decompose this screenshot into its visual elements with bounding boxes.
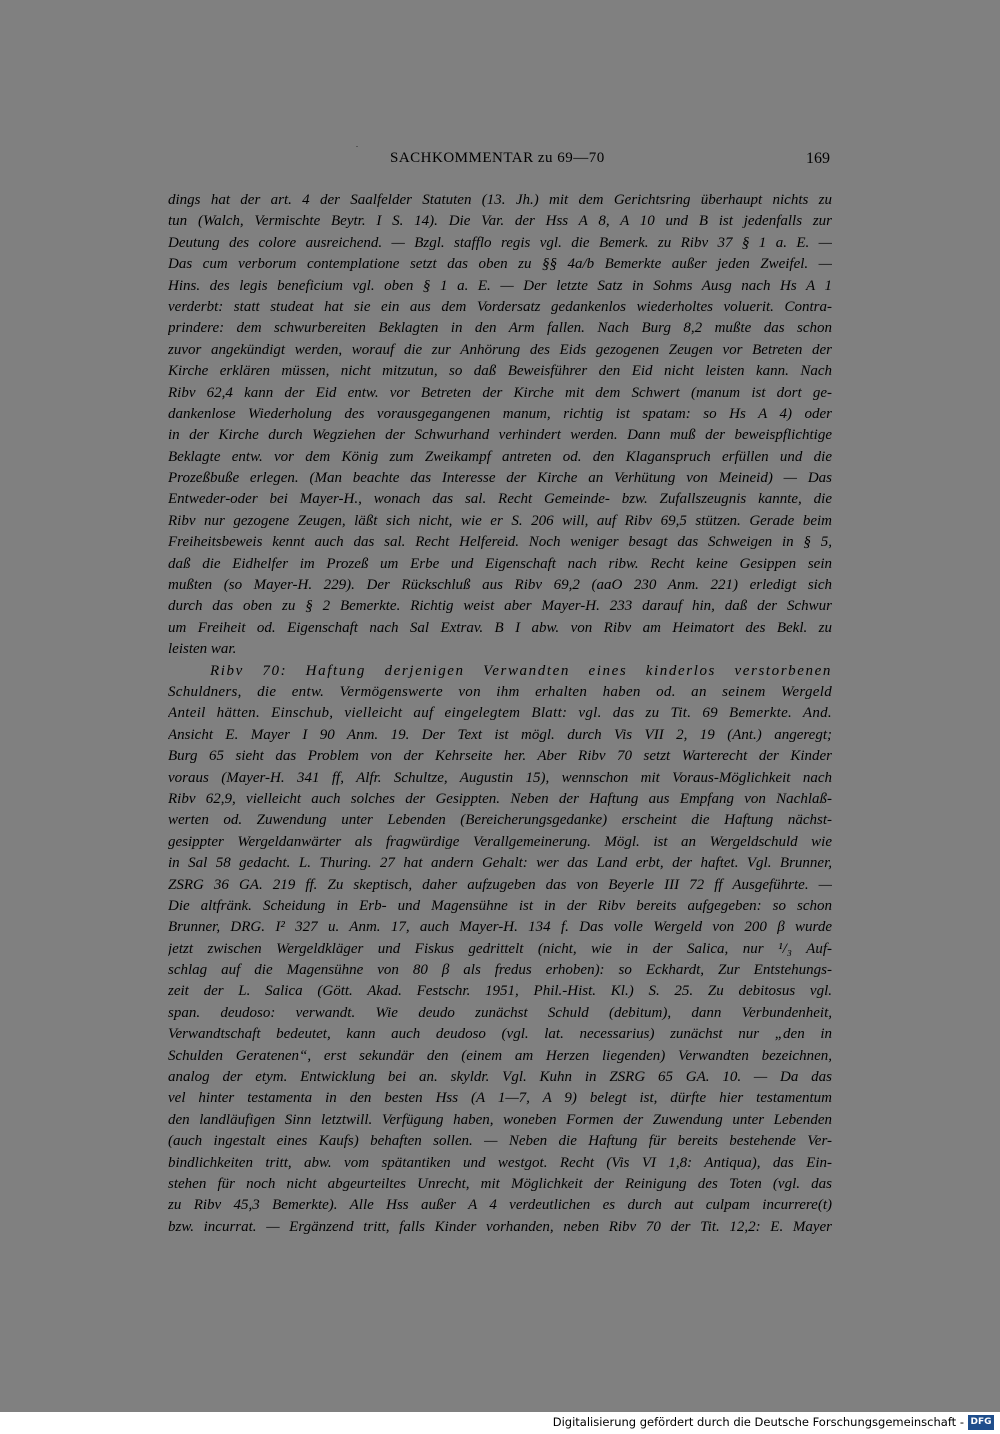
text-line: in der Kirche durch Wegziehen der Schwurhand verhindert werden. Dann muß der beweispflichtige bbox=[168, 427, 832, 444]
text-line: prindere: dem schwurbereiten Beklagten in den Arm fallen. Nach Burg 8,2 mußte das schon bbox=[168, 320, 832, 337]
text-line: verderbt: statt studeat hat sie ein aus dem Vordersatz gedankenlos wiederholtes voluerit. Contra- bbox=[168, 298, 832, 315]
body-text bbox=[168, 190, 832, 1238]
text-line: span. deudoso: verwandt. Wie deudo zunächst Schuld (debitum), dann Verbundenheit, bbox=[168, 1004, 832, 1021]
text-line: schlag auf die Magensühne von 80 β als fredus erhoben): so Eckhardt, Zur Entstehungs- bbox=[168, 962, 832, 979]
text-line: Entweder-oder bei Mayer-H., wonach das sal. Recht Gemeinde- bzw. Zufallszeugnis kannte, die bbox=[168, 491, 832, 508]
text-line: Deutung des colore ausreichend. — Bzgl. stafflo regis vgl. die Bemerk. zu Ribv 37 § 1 a. E. — bbox=[168, 234, 832, 251]
text-line: Ribv 62,9, vielleicht auch solches der Gesippten. Neben der Haftung aus Empfang von Nachlaß- bbox=[168, 790, 832, 807]
text-line: zu Ribv 45,3 Bemerkte). Alle Hss außer A 4 verdeutlichen es durch aut culpam incurrere(t) bbox=[168, 1197, 832, 1214]
text-line: Die altfränk. Scheidung in Erb- und Magensühne ist in der Ribv bereits aufgegeben: so schon bbox=[168, 897, 832, 914]
text-line: tun (Walch, Vermischte Beytr. I S. 14). Die Var. der Hss A 8, A 10 und B ist jedenfalls zur bbox=[168, 213, 832, 230]
text-line: Freiheitsbeweis kennt auch das sal. Recht Helfereid. Noch weniger besagt das Schweigen in § 5, bbox=[168, 534, 832, 551]
text-line: um Freiheit od. Eigenschaft nach Sal Extrav. B I abw. von Ribv am Heimatort des Bekl. zu bbox=[168, 619, 832, 636]
text-line: Brunner, DRG. I² 327 u. Anm. 17, auch Mayer-H. 134 f. Das volle Wergeld von 200 β wurde bbox=[168, 919, 832, 936]
text-line: bzw. incurrat. — Ergänzend tritt, falls Kinder vorhanden, neben Ribv 70 der Tit. 12,2: E. Mayer bbox=[168, 1218, 832, 1235]
text-line: Schulden Geratenen“, erst sekundär den (einem am Herzen liegenden) Verwandten bezeichnen, bbox=[168, 1047, 832, 1064]
text-line: Verwandtschaft bedeutet, kann auch deudoso (vgl. lat. necessarius) zunächst nur „den in bbox=[168, 1026, 832, 1043]
text-line: voraus (Mayer-H. 341 ff, Alfr. Schultze, Augustin 15), wennschon mit Voraus-Möglichkeit nach bbox=[168, 769, 832, 786]
text-line: in Sal 58 gedacht. L. Thuring. 27 hat andern Gehalt: wer das Land erbt, der haftet. Vgl. Brunner, bbox=[168, 855, 832, 872]
text-line: Schuldners, die entw. Vermögenswerte von ihm erhalten haben od. an seinem Wergeld bbox=[168, 683, 832, 700]
text-line: mußten (so Mayer-H. 229). Der Rückschluß aus Ribv 69,2 (aaO 230 Anm. 221) erledigt sich bbox=[168, 577, 832, 594]
text-line: vel hinter testamenta in den besten Hss (A 1—7, A 9) belegt ist, dürfte hier testamentum bbox=[168, 1090, 832, 1107]
text-line: jetzt zwischen Wergeldkläger und Fiskus gedrittelt (nicht, wie in der Salica, nur ¹/₃ Auf- bbox=[168, 940, 832, 957]
text-line: zeit der L. Salica (Gött. Akad. Festschr. 1951, Phil.-Hist. Kl.) S. 25. Zu debitosus vgl. bbox=[168, 983, 832, 1000]
text-line: Burg 65 sieht das Problem von der Kehrseite her. Aber Ribv 70 setzt Warterecht der Kinder bbox=[168, 748, 832, 765]
text-line: Hins. des legis beneficium vgl. oben § 1 a. E. — Der letzte Satz in Sohms Ausg nach Hs A 1 bbox=[168, 277, 832, 294]
text-line: werten od. Zuwendung unter Lebenden (Bereicherungsgedanke) erscheint die Haftung nächst- bbox=[168, 812, 832, 829]
text-line: ZSRG 36 GA. 219 ff. Zu skeptisch, daher aufzugeben das von Beyerle III 72 ff Ausgeführte. — bbox=[168, 876, 832, 893]
footer-bar bbox=[0, 1412, 1000, 1434]
text-line: leisten war. bbox=[168, 641, 237, 658]
funding-notice: Digitalisierung gefördert durch die Deutsche Forschungsgemeinschaft - bbox=[552, 1415, 964, 1429]
text-line: den landläufigen Sinn letztwill. Verfügung haben, woneben Formen der Zuwendung unter Lebenden bbox=[168, 1111, 832, 1128]
text-line: Anteil hätten. Einschub, vielleicht auf eingelegtem Blatt: vgl. das zu Tit. 69 Bemerkte. And. bbox=[168, 705, 832, 722]
text-line: Kirche erklären müssen, nicht mitzutun, so daß Beweisführer den Eid nicht leisten kann. Nach bbox=[168, 363, 832, 380]
text-line: Ansicht E. Mayer I 90 Anm. 19. Der Text ist mögl. durch Vis VII 2, 19 (Ant.) angeregt; bbox=[168, 726, 832, 743]
page-header bbox=[168, 150, 832, 174]
text-line: Das cum verborum contemplatione setzt das oben zu §§ 4a/b Bemerkte außer jeden Zweifel. — bbox=[168, 256, 832, 273]
text-line: gesippter Wergeldanwärter als fragwürdige Verallgemeinerung. Mögl. ist an Wergeldschuld wie bbox=[168, 833, 832, 850]
text-line: Beklagte entw. vor dem König zum Zweikampf antreten od. den Klaganspruch erfüllen und die bbox=[168, 448, 832, 465]
page-number: 169 bbox=[806, 150, 830, 167]
text-line: dankenlose Wiederholung des vorausgegangenen manum, richtig ist spatam: so Hs A 4) oder bbox=[168, 405, 832, 422]
text-line: Prozeßbuße erlegen. (Man beachte das Interesse der Kirche an Verhütung von Meineid) — Das bbox=[168, 470, 832, 487]
scan-speck bbox=[356, 146, 358, 147]
text-line: zuvor angekündigt werden, worauf die zur Anhörung des Eids gezogenen Zeugen vor Betreten der bbox=[168, 341, 832, 358]
dfg-logo: DFG bbox=[968, 1415, 994, 1430]
text-line: daß die Eidhelfer im Prozeß um Erbe und Eigenschaft nach ribw. Recht keine Gesippen sein bbox=[168, 555, 832, 572]
text-line: bindlichkeiten tritt, abw. vom spätantiken und westgot. Recht (Vis VI 1,8: Antiqua), das Ein- bbox=[168, 1154, 832, 1171]
text-line: (auch ingestalt eines Kaufs) behaften sollen. — Neben die Haftung für bereits bestehende Ver- bbox=[168, 1133, 832, 1150]
text-line: dings hat der art. 4 der Saalfelder Statuten (13. Jh.) mit dem Gerichtsring überhaupt nichts zu bbox=[168, 192, 832, 208]
text-line: Ribv nur gezogene Zeugen, läßt sich nicht, wie er S. 206 will, auf Ribv 69,5 stützen. Gerade beim bbox=[168, 512, 832, 529]
text-line: durch das oben zu § 2 Bemerkte. Richtig weist aber Mayer-H. 233 darauf hin, daß der Schwur bbox=[168, 598, 832, 615]
text-line: stehen für noch nicht abgeurteiltes Unrecht, mit Möglichkeit der Reinigung des Toten (vgl. das bbox=[168, 1175, 832, 1192]
text-line: Ribv 70: Haftung derjenigen Verwandten eines kinderlos verstorbenen bbox=[210, 662, 832, 679]
text-line: Ribv 62,4 kann der Eid entw. vor Betreten der Kirche mit dem Schwert (manum ist dort ge- bbox=[168, 384, 832, 401]
running-title: SACHKOMMENTAR zu 69—70 bbox=[390, 150, 605, 166]
text-line: analog der etym. Entwicklung bei an. skyldr. Vgl. Kuhn in ZSRG 65 GA. 10. — Da das bbox=[168, 1069, 832, 1086]
